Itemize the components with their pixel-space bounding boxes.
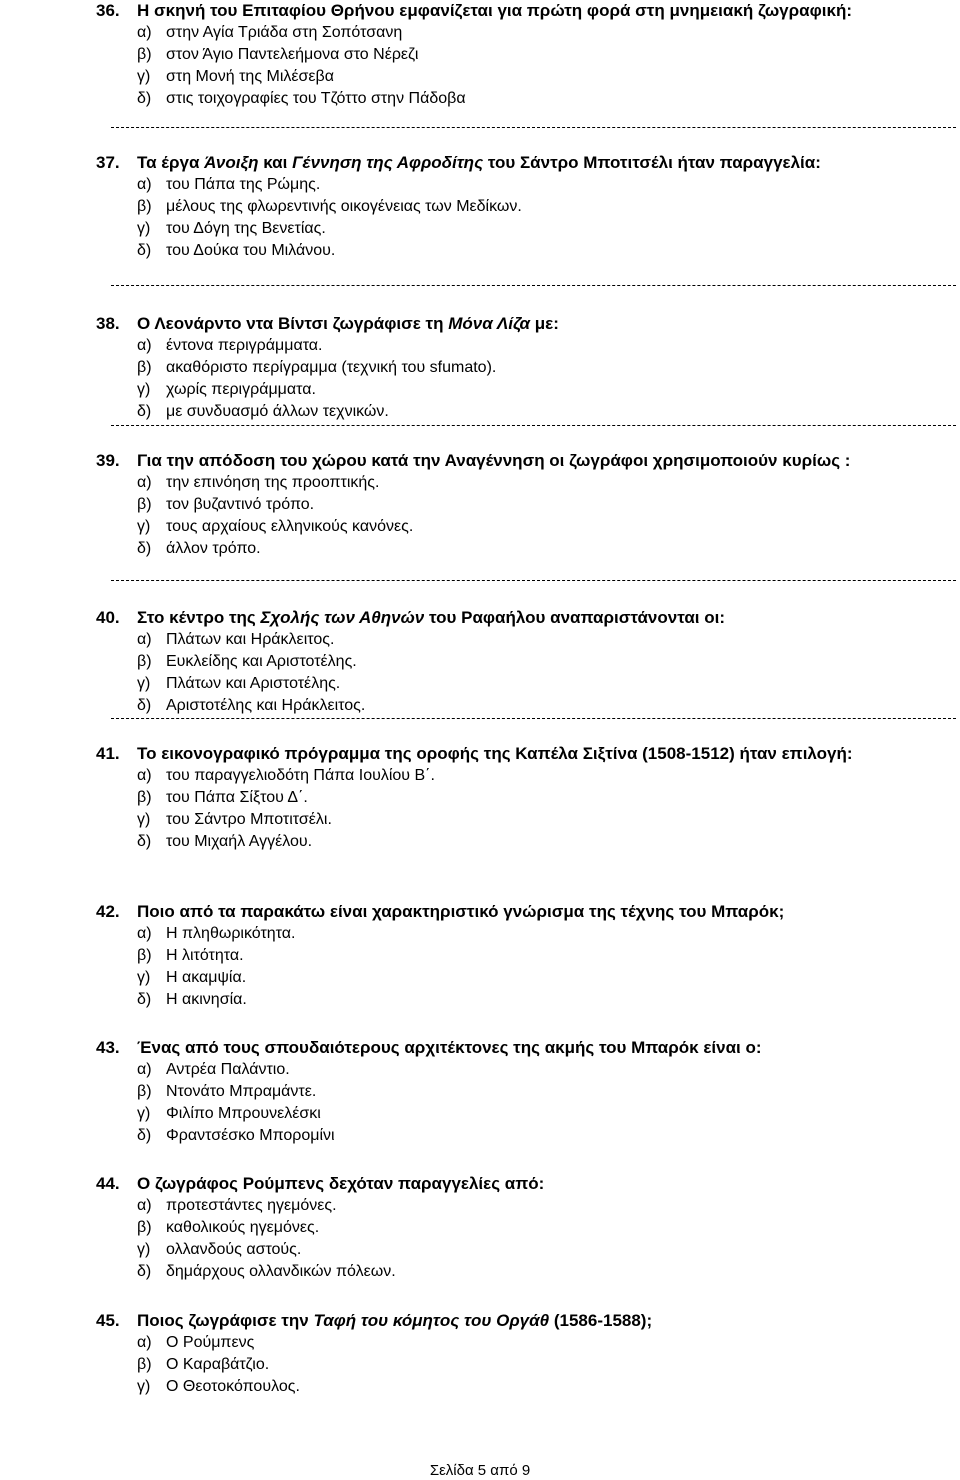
- option-letter: γ): [137, 518, 151, 535]
- answer-option: [0, 379, 960, 401]
- question-heading: [0, 1310, 960, 1332]
- answer-option: [0, 44, 960, 66]
- answer-option: [0, 516, 960, 538]
- option-letter: δ): [137, 90, 152, 107]
- question-heading: [0, 743, 960, 765]
- option-letter: α): [137, 1061, 152, 1078]
- option-letter: γ): [137, 1105, 151, 1122]
- answer-option: [0, 88, 960, 110]
- answer-option: [0, 538, 960, 560]
- answer-option: [0, 1261, 960, 1283]
- artwork-title: Άνοιξη: [204, 153, 259, 172]
- option-letter: β): [137, 198, 152, 215]
- question-number: 41.: [96, 744, 120, 763]
- artwork-title: Γέννηση της Αφροδίτης: [292, 153, 484, 172]
- answer-option: [0, 1081, 960, 1103]
- answer-option: [0, 1195, 960, 1217]
- option-text: Ο Καραβάτζιο.: [166, 1356, 270, 1373]
- artwork-title: Ταφή του κόμητος του Οργάθ: [313, 1311, 550, 1330]
- option-letter: γ): [137, 68, 151, 85]
- answer-option: [0, 196, 960, 218]
- option-text: του Πάπα της Ρώμης.: [166, 176, 321, 193]
- answer-option: [0, 923, 960, 945]
- option-letter: δ): [137, 697, 152, 714]
- option-letter: α): [137, 337, 152, 354]
- artwork-title: Σχολής των Αθηνών: [260, 608, 425, 627]
- answer-option: [0, 494, 960, 516]
- option-letter: α): [137, 24, 152, 41]
- answer-option: [0, 1059, 960, 1081]
- option-text: έντονα περιγράμματα.: [166, 337, 323, 354]
- question-text-part: Ο Λεονάρντο ντα Βίντσι ζωγράφισε τη: [137, 314, 449, 333]
- question-number: 38.: [96, 314, 120, 333]
- option-text: τους αρχαίους ελληνικούς κανόνες.: [166, 518, 414, 535]
- dashed-separator: [111, 425, 956, 426]
- question-number: 37.: [96, 153, 120, 172]
- question-heading: [0, 450, 960, 472]
- question-text-part: του Ραφαήλου αναπαριστάνονται οι:: [424, 608, 725, 627]
- option-letter: γ): [137, 381, 151, 398]
- question-text-part: Ποιος ζωγράφισε την: [137, 1311, 314, 1330]
- question-text: [137, 607, 937, 629]
- question-text-part: με:: [530, 314, 559, 333]
- option-text: Αριστοτέλης και Ηράκλειτος.: [166, 697, 366, 714]
- option-text: την επινόηση της προοπτικής.: [166, 474, 380, 491]
- option-letter: δ): [137, 242, 152, 259]
- answer-option: [0, 673, 960, 695]
- question-38: [0, 313, 960, 423]
- answer-option: [0, 1217, 960, 1239]
- answer-option: [0, 218, 960, 240]
- question-text-part: Ο ζωγράφος Ρούμπενς δεχόταν παραγγελίες από:: [137, 1174, 545, 1193]
- option-letter: β): [137, 947, 152, 964]
- option-text: του Δούκα του Μιλάνου.: [166, 242, 336, 259]
- answer-option: [0, 1239, 960, 1261]
- option-letter: β): [137, 359, 152, 376]
- option-text: χωρίς περιγράμματα.: [166, 381, 316, 398]
- option-text: Φιλίπο Μπρουνελέσκι: [166, 1105, 321, 1122]
- option-letter: β): [137, 496, 152, 513]
- question-36: [0, 0, 960, 110]
- answer-option: [0, 1376, 960, 1398]
- option-text: Ντονάτο Μπραμάντε.: [166, 1083, 317, 1100]
- option-text: καθολικούς ηγεμόνες.: [166, 1219, 320, 1236]
- option-letter: γ): [137, 1241, 151, 1258]
- option-text: του Δόγη της Βενετίας.: [166, 220, 326, 237]
- option-letter: δ): [137, 1263, 152, 1280]
- option-text: Αντρέα Παλάντιο.: [166, 1061, 290, 1078]
- option-letter: δ): [137, 1127, 152, 1144]
- question-text: [137, 152, 937, 174]
- question-number: 44.: [96, 1174, 120, 1193]
- option-text: του Πάπα Σίξτου Δ΄.: [166, 789, 308, 806]
- option-text: προτεστάντες ηγεμόνες.: [166, 1197, 337, 1214]
- question-number: 45.: [96, 1311, 120, 1330]
- question-43: [0, 1037, 960, 1147]
- answer-option: [0, 472, 960, 494]
- dashed-separator: [111, 580, 956, 581]
- option-text: Ο Ρούμπενς: [166, 1334, 255, 1351]
- answer-option: [0, 629, 960, 651]
- option-letter: α): [137, 1334, 152, 1351]
- question-text-part: Για την απόδοση του χώρου κατά την Αναγέννηση οι ζωγράφοι χρησιμοποιούν κυρίως :: [137, 451, 851, 470]
- question-text: [137, 313, 937, 335]
- option-letter: γ): [137, 969, 151, 986]
- question-text: [137, 743, 937, 765]
- question-number: 36.: [96, 1, 120, 20]
- answer-option: [0, 809, 960, 831]
- question-text-part: Το εικονογραφικό πρόγραμμα της οροφής της Καπέλα Σιξτίνα (1508-1512) ήταν επιλογή:: [137, 744, 853, 763]
- answer-option: [0, 357, 960, 379]
- question-heading: [0, 152, 960, 174]
- question-text-part: Στο κέντρο της: [137, 608, 261, 627]
- question-42: [0, 901, 960, 1011]
- question-40: [0, 607, 960, 717]
- answer-option: [0, 401, 960, 423]
- option-text: άλλον τρόπο.: [166, 540, 261, 557]
- answer-option: [0, 989, 960, 1011]
- answer-option: [0, 831, 960, 853]
- answer-option: [0, 1354, 960, 1376]
- option-letter: β): [137, 1356, 152, 1373]
- question-text-part: (1586-1588);: [549, 1311, 653, 1330]
- option-letter: β): [137, 1219, 152, 1236]
- answer-option: [0, 1332, 960, 1354]
- option-text: Η πληθωρικότητα.: [166, 925, 296, 942]
- answer-option: [0, 174, 960, 196]
- answer-option: [0, 1125, 960, 1147]
- answer-option: [0, 967, 960, 989]
- option-letter: β): [137, 46, 152, 63]
- question-44: [0, 1173, 960, 1283]
- option-letter: α): [137, 176, 152, 193]
- answer-option: [0, 695, 960, 717]
- option-text: Φραντσέσκο Μπορομίνι: [166, 1127, 335, 1144]
- option-text: Πλάτων και Ηράκλειτος.: [166, 631, 335, 648]
- answer-option: [0, 765, 960, 787]
- answer-option: [0, 1103, 960, 1125]
- question-39: [0, 450, 960, 560]
- answer-option: [0, 945, 960, 967]
- answer-option: [0, 22, 960, 44]
- option-letter: δ): [137, 833, 152, 850]
- question-heading: [0, 1173, 960, 1195]
- option-text: Η λιτότητα.: [166, 947, 244, 964]
- answer-option: [0, 66, 960, 88]
- option-letter: β): [137, 653, 152, 670]
- answer-option: [0, 335, 960, 357]
- artwork-title: Μόνα Λίζα: [448, 314, 531, 333]
- option-text: Η ακαμψία.: [166, 969, 247, 986]
- question-text-part: και: [258, 153, 293, 172]
- question-heading: [0, 1037, 960, 1059]
- question-heading: [0, 313, 960, 335]
- question-text: [137, 1173, 937, 1195]
- answer-option: [0, 651, 960, 673]
- option-letter: α): [137, 474, 152, 491]
- question-heading: [0, 901, 960, 923]
- question-text-part: Ποιο από τα παρακάτω είναι χαρακτηριστικό γνώρισμα της τέχνης του Μπαρόκ;: [137, 902, 785, 921]
- option-text: Πλάτων και Αριστοτέλης.: [166, 675, 341, 692]
- option-letter: β): [137, 1083, 152, 1100]
- question-number: 43.: [96, 1038, 120, 1057]
- option-letter: δ): [137, 540, 152, 557]
- question-heading: [0, 0, 960, 22]
- option-text: με συνδυασμό άλλων τεχνικών.: [166, 403, 389, 420]
- option-letter: δ): [137, 403, 152, 420]
- question-37: [0, 152, 960, 262]
- question-text: [137, 450, 937, 472]
- option-letter: γ): [137, 1378, 151, 1395]
- option-text: στη Μονή της Μιλέσεβα: [166, 68, 334, 85]
- question-text-part: του Σάντρο Μποτιτσέλι ήταν παραγγελία:: [483, 153, 821, 172]
- option-letter: δ): [137, 991, 152, 1008]
- option-letter: γ): [137, 811, 151, 828]
- option-text: μέλους της φλωρεντινής οικογένειας των Μεδίκων.: [166, 198, 522, 215]
- question-41: [0, 743, 960, 853]
- option-text: του Σάντρο Μποτιτσέλι.: [166, 811, 332, 828]
- question-number: 39.: [96, 451, 120, 470]
- option-text: δημάρχους ολλανδικών πόλεων.: [166, 1263, 396, 1280]
- answer-option: [0, 787, 960, 809]
- option-text: στην Αγία Τριάδα στη Σοπότσανη: [166, 24, 403, 41]
- question-text-part: Τα έργα: [137, 153, 205, 172]
- option-text: του Μιχαήλ Αγγέλου.: [166, 833, 313, 850]
- question-heading: [0, 607, 960, 629]
- option-text: ολλανδούς αστούς.: [166, 1241, 302, 1258]
- question-text-part: Η σκηνή του Επιταφίου Θρήνου εμφανίζεται για πρώτη φορά στη μνημειακή ζωγραφική:: [137, 1, 853, 20]
- option-letter: α): [137, 925, 152, 942]
- question-number: 42.: [96, 902, 120, 921]
- question-text: [137, 0, 937, 22]
- question-text: [137, 1310, 937, 1332]
- option-letter: α): [137, 767, 152, 784]
- dashed-separator: [111, 127, 956, 128]
- option-letter: β): [137, 789, 152, 806]
- option-text: τον βυζαντινό τρόπο.: [166, 496, 315, 513]
- option-text: στον Άγιο Παντελεήμονα στο Νέρεζι: [166, 46, 419, 63]
- question-number: 40.: [96, 608, 120, 627]
- question-45: [0, 1310, 960, 1398]
- option-text: ακαθόριστο περίγραμμα (τεχνική του sfumato).: [166, 359, 497, 376]
- option-letter: γ): [137, 220, 151, 237]
- option-letter: α): [137, 631, 152, 648]
- dashed-separator: [111, 285, 956, 286]
- option-letter: γ): [137, 675, 151, 692]
- option-text: Ευκλείδης και Αριστοτέλης.: [166, 653, 357, 670]
- option-letter: α): [137, 1197, 152, 1214]
- answer-option: [0, 240, 960, 262]
- dashed-separator: [111, 718, 956, 719]
- question-text: [137, 1037, 937, 1059]
- option-text: Ο Θεοτοκόπουλος.: [166, 1378, 300, 1395]
- option-text: Η ακινησία.: [166, 991, 247, 1008]
- page-footer: Σελίδα 5 από 9: [429, 1462, 531, 1479]
- option-text: του παραγγελιοδότη Πάπα Ιουλίου Β΄.: [166, 767, 435, 784]
- option-text: στις τοιχογραφίες του Τζόττο στην Πάδοβα: [166, 90, 466, 107]
- question-text-part: Ένας από τους σπουδαιότερους αρχιτέκτονες της ακμής του Μπαρόκ είναι ο:: [137, 1038, 762, 1057]
- question-text: [137, 901, 937, 923]
